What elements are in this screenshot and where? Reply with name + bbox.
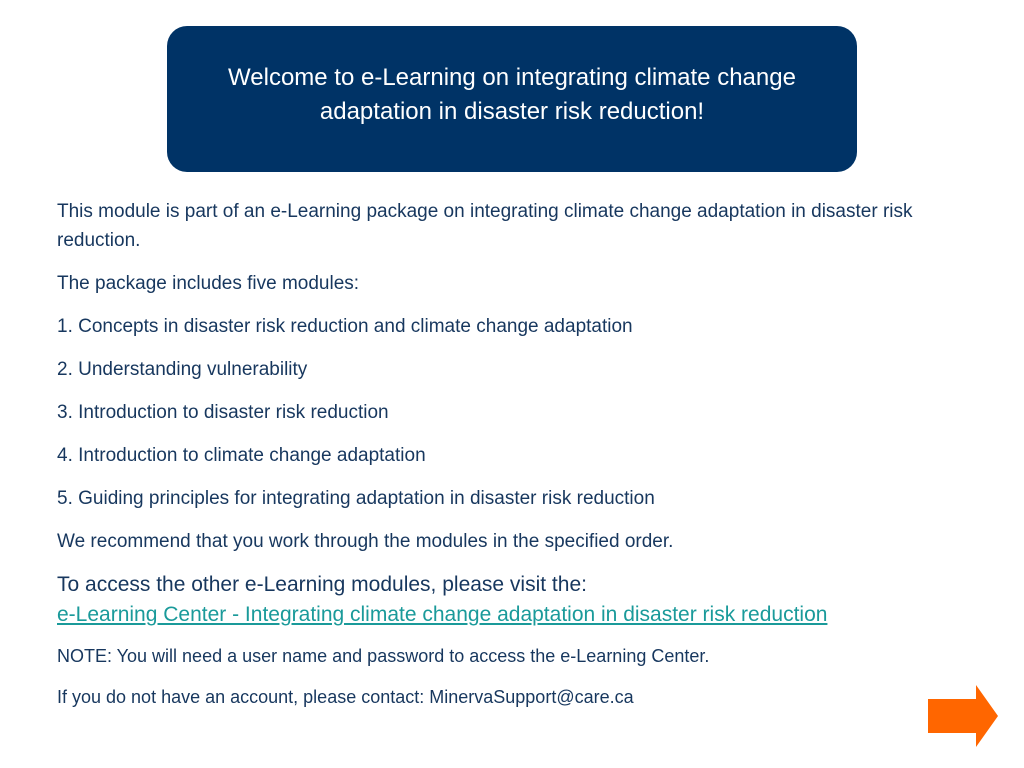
recommendation-text: We recommend that you work through the modules in the specified order.	[57, 531, 674, 552]
module-list-item-4: 4. Introduction to climate change adaptation	[57, 445, 426, 466]
welcome-banner	[167, 26, 857, 172]
module-list-item-1: 1. Concepts in disaster risk reduction and climate change adaptation	[57, 316, 633, 337]
module-description	[57, 197, 947, 712]
package-intro-text: The package includes five modules:	[57, 273, 360, 294]
contact-text: If you do not have an account, please contact: MinervaSupport@care.ca	[57, 687, 634, 707]
note-text: NOTE: You will need a user name and password to access the e-Learning Center.	[57, 646, 710, 666]
elearning-center-link[interactable]: e-Learning Center - Integrating climate change adaptation in disaster risk reduction	[57, 603, 828, 626]
intro-text: This module is part of an e-Learning package on integrating climate change adaptation in disaster risk reduction.	[57, 201, 913, 251]
module-list-item-5: 5. Guiding principles for integrating adaptation in disaster risk reduction	[57, 488, 655, 509]
module-list-item-3: 3. Introduction to disaster risk reduction	[57, 402, 389, 423]
arrow-right-icon	[928, 685, 998, 747]
access-text: To access the other e-Learning modules, please visit the:	[57, 573, 587, 596]
next-button[interactable]	[928, 685, 998, 747]
page-title: Welcome to e-Learning on integrating climate change adaptation in disaster risk reduction!	[228, 64, 796, 125]
module-list-item-2: 2. Understanding vulnerability	[57, 359, 308, 380]
